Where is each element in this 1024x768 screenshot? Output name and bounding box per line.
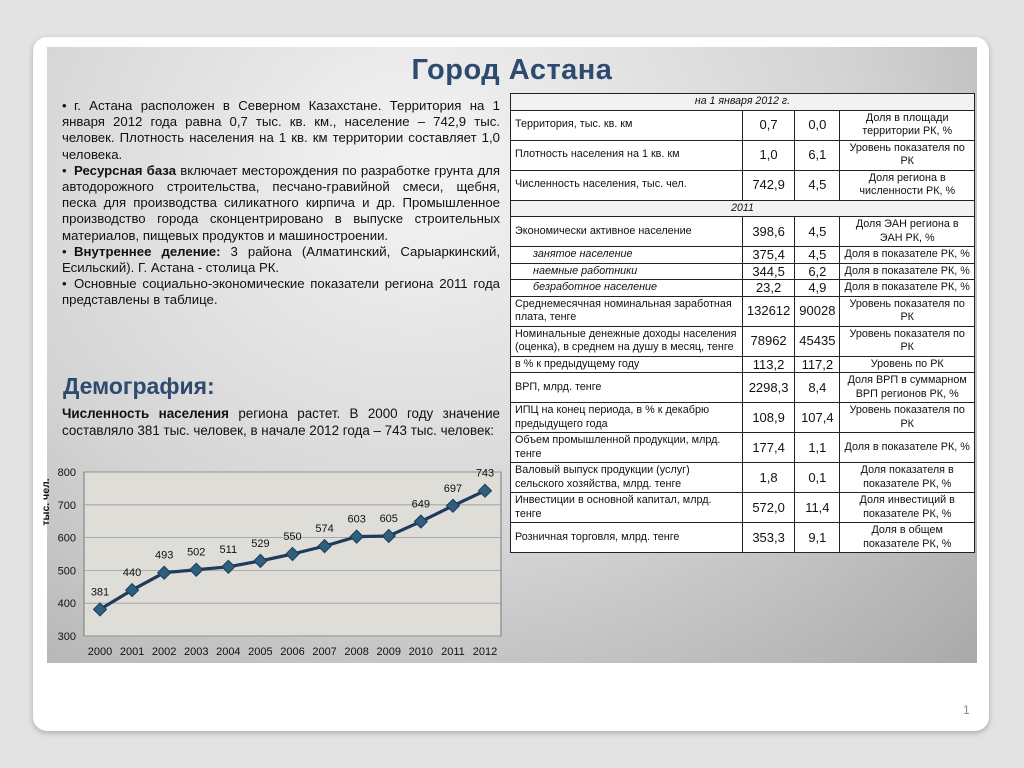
bullet-item — [62, 163, 500, 244]
row-value-2: 9,1 — [795, 523, 840, 553]
row-description: Уровень показателя по РК — [840, 296, 975, 326]
table-row — [511, 356, 975, 373]
data-label: 550 — [283, 531, 302, 543]
x-tick-label: 2011 — [441, 646, 465, 658]
row-value-2: 6,2 — [795, 263, 840, 280]
y-axis-label: тыс. чел. — [40, 478, 52, 526]
bullet-text: Основные социально-экономические показатели региона 2011 года представлены в таблице. — [62, 276, 500, 308]
bullet-text: г. Астана расположен в Северном Казахстане. Территория на 1 января 2012 года равна 0,7 тыс. кв. км., население – 742,9 тыс. человек. Плотность населения на 1 кв. км территории составляет 1,0 человека. — [62, 98, 500, 162]
row-label: в % к предыдущему году — [511, 356, 743, 373]
row-value-2: 90028 — [795, 296, 840, 326]
row-label: Плотность населения на 1 кв. км — [511, 140, 743, 170]
table-row — [511, 170, 975, 200]
y-tick-label: 700 — [57, 499, 76, 512]
row-value-1: 177,4 — [742, 433, 794, 463]
bullet-marker: • — [62, 162, 67, 178]
row-label: Численность населения, тыс. чел. — [511, 170, 743, 200]
row-label: занятое население — [511, 247, 743, 264]
bullet-text: 3 района (Алматинский, Сарыаркинский, Есильский). Г. Астана - столица РК. — [62, 243, 500, 276]
table-header-2012 — [511, 94, 975, 111]
row-value-2: 8,4 — [795, 373, 840, 403]
data-label: 574 — [315, 523, 334, 536]
row-description: Доля инвестиций в показателе РК, % — [840, 493, 975, 523]
row-description: Доля в показателе РК, % — [840, 247, 975, 264]
x-tick-label: 2003 — [184, 646, 209, 658]
row-description: Доля в показателе РК, % — [840, 263, 975, 280]
data-label: 605 — [379, 512, 398, 525]
data-label: 511 — [219, 543, 238, 556]
bullet-marker: • — [62, 98, 67, 113]
x-tick-label: 2006 — [280, 646, 305, 658]
data-label: 529 — [251, 537, 270, 550]
y-tick-label: 800 — [57, 467, 76, 479]
bullet-list — [62, 98, 500, 309]
table-row — [511, 296, 975, 326]
row-description: Уровень показателя по РК — [840, 326, 975, 356]
row-value-1: 1,0 — [742, 140, 794, 170]
row-description: Доля в площади территории РК, % — [840, 110, 975, 140]
x-tick-label: 2007 — [312, 646, 337, 658]
demography-body: региона растет. В 2000 году значение составляло 381 тыс. человек, в начале 2012 года – 743 тыс. человек: — [62, 406, 501, 438]
x-tick-label: 2004 — [216, 646, 241, 658]
y-tick-label: 500 — [57, 565, 76, 578]
row-value-2: 117,2 — [795, 356, 840, 373]
row-value-1: 113,2 — [742, 356, 794, 373]
bullet-bold: Внутреннее деление: — [74, 243, 221, 259]
data-label: 743 — [475, 467, 495, 480]
bullet-marker: • — [62, 243, 67, 259]
row-value-1: 132612 — [742, 296, 794, 326]
row-value-2: 11,4 — [795, 493, 840, 523]
row-description: Уровень по РК — [840, 356, 975, 373]
population-chart-svg — [40, 462, 506, 662]
row-description: Уровень показателя по РК — [840, 140, 975, 170]
y-tick-label: 600 — [57, 532, 76, 545]
x-tick-label: 2000 — [87, 646, 113, 658]
row-value-2: 4,9 — [795, 280, 840, 297]
row-value-2: 1,1 — [795, 433, 840, 463]
bullet-marker: • — [62, 276, 67, 292]
row-value-2: 4,5 — [795, 170, 840, 200]
row-label: Территория, тыс. кв. км — [511, 110, 743, 140]
table-row — [511, 110, 975, 140]
row-description: Доля в показателе РК, % — [840, 280, 975, 297]
data-label: 493 — [154, 549, 174, 562]
row-label: Номинальные денежные доходы населения (оценка), в среднем на душу в месяц, тенге — [511, 326, 743, 356]
data-label: 697 — [443, 482, 463, 495]
bullet-item — [62, 244, 500, 276]
row-description: Доля ВРП в суммарном ВРП регионов РК, % — [840, 373, 975, 403]
row-value-1: 344,5 — [742, 263, 794, 280]
demography-bold: Численность населения — [62, 406, 229, 421]
row-description: Уровень показателя по РК — [840, 403, 975, 433]
table-row — [511, 373, 975, 403]
row-value-2: 6,1 — [795, 140, 840, 170]
slide-title: Город Астана — [411, 54, 613, 86]
bullet-text: включает месторождения по разработке грунта для автодорожного строительства, песчано-гравийной смеси, щебня, песка для производства силикатного кирпича и др. Промышленное производство города сконцентрировано в выпуске строительных материалов, пищевых продуктов и машиностроении. — [62, 162, 500, 243]
row-value-1: 572,0 — [742, 493, 794, 523]
row-label: безработное население — [511, 280, 743, 297]
row-description: Доля показателя в показателе РК, % — [840, 463, 975, 493]
x-tick-label: 2008 — [344, 646, 369, 658]
table-header-2011 — [511, 200, 975, 217]
row-value-1: 0,7 — [742, 110, 794, 140]
row-label: ВРП, млрд. тенге — [511, 373, 743, 403]
row-value-1: 23,2 — [742, 280, 794, 297]
row-value-2: 4,5 — [795, 217, 840, 247]
row-label: Валовый выпуск продукции (услуг) сельского хозяйства, млрд. тенге — [511, 463, 743, 493]
indicators-table-body — [511, 94, 975, 553]
table-row — [511, 523, 975, 553]
y-tick-label: 400 — [57, 598, 76, 611]
x-tick-label: 2002 — [151, 646, 177, 658]
data-label: 381 — [90, 586, 110, 599]
table-row — [511, 326, 975, 356]
x-tick-label: 2012 — [472, 646, 498, 658]
x-tick-label: 2005 — [248, 646, 273, 658]
row-label: Объем промышленной продукции, млрд. тенге — [511, 433, 743, 463]
bullet-item — [62, 276, 500, 308]
row-label: наемные работники — [511, 263, 743, 280]
table-row — [511, 463, 975, 493]
row-label: ИПЦ на конец периода, в % к декабрю предыдущего года — [511, 403, 743, 433]
table-row — [511, 247, 975, 264]
data-label: 649 — [411, 498, 431, 511]
row-description: Доля ЭАН региона в ЭАН РК, % — [840, 217, 975, 247]
row-description: Доля региона в численности РК, % — [840, 170, 975, 200]
table-row — [511, 140, 975, 170]
x-tick-label: 2010 — [408, 646, 434, 658]
row-label: Экономически активное население — [511, 217, 743, 247]
row-label: Инвестиции в основной капитал, млрд. тенге — [511, 493, 743, 523]
header-2011-cell: 2011 — [511, 200, 975, 217]
row-value-2: 0,0 — [795, 110, 840, 140]
row-label: Среднемесячная номинальная заработная плата, тенге — [511, 296, 743, 326]
row-value-1: 1,8 — [742, 463, 794, 493]
row-value-1: 108,9 — [742, 403, 794, 433]
x-tick-label: 2001 — [119, 646, 145, 658]
row-value-1: 78962 — [742, 326, 794, 356]
table-row — [511, 493, 975, 523]
row-label: Розничная торговля, млрд. тенге — [511, 523, 743, 553]
population-chart — [40, 462, 506, 662]
demography-heading: Демография: — [63, 373, 215, 399]
table-row — [511, 217, 975, 247]
row-value-2: 0,1 — [795, 463, 840, 493]
header-2012-cell: на 1 января 2012 г. — [511, 94, 975, 111]
page-number: 1 — [963, 703, 970, 717]
data-label: 502 — [187, 546, 206, 559]
row-value-2: 107,4 — [795, 403, 840, 433]
row-value-1: 398,6 — [742, 217, 794, 247]
row-value-2: 45435 — [795, 326, 840, 356]
indicators-table — [510, 93, 975, 553]
table-row — [511, 433, 975, 463]
table-row — [511, 280, 975, 297]
table-row — [511, 263, 975, 280]
bullet-bold: Ресурсная база — [74, 162, 177, 178]
demography-text — [62, 405, 500, 439]
row-value-1: 353,3 — [742, 523, 794, 553]
row-value-1: 742,9 — [742, 170, 794, 200]
row-description: Доля в общем показателе РК, % — [840, 523, 975, 553]
row-value-1: 375,4 — [742, 247, 794, 264]
table-row — [511, 403, 975, 433]
x-tick-label: 2009 — [376, 646, 401, 658]
y-tick-label: 300 — [57, 631, 76, 643]
data-label: 440 — [122, 567, 142, 580]
bullet-item — [62, 98, 500, 163]
row-value-1: 2298,3 — [742, 373, 794, 403]
row-description: Доля в показателе РК, % — [840, 433, 975, 463]
row-value-2: 4,5 — [795, 247, 840, 264]
data-label: 603 — [347, 513, 366, 526]
